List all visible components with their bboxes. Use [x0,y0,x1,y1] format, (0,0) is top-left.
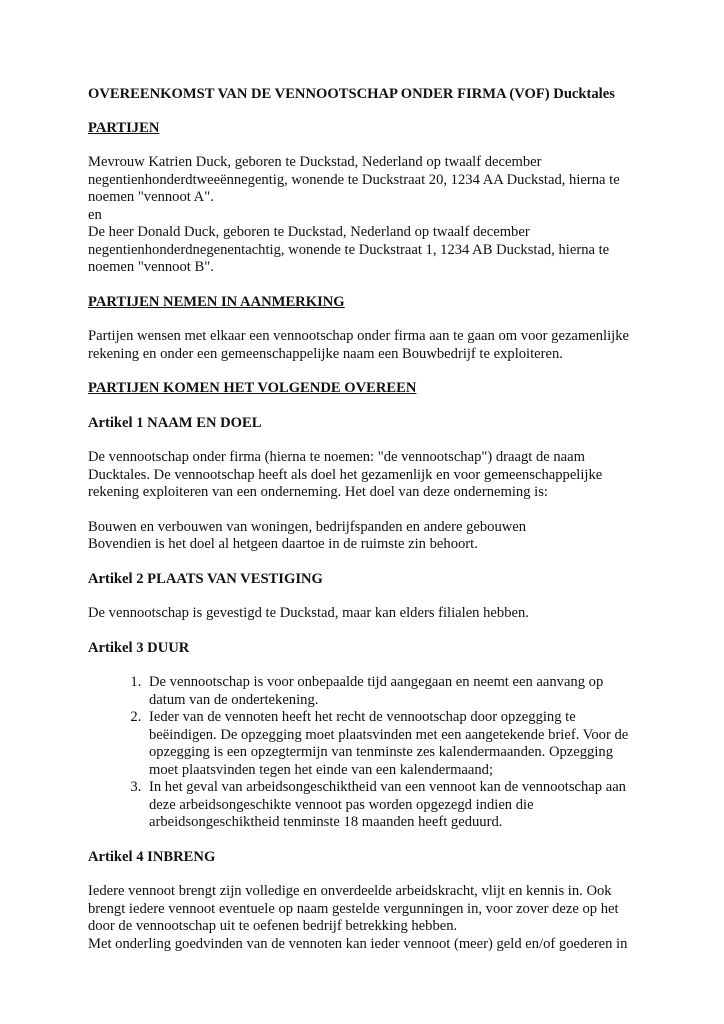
document-page [88,86,648,970]
artikel-4-line: brengt iedere vennoot eventuele op naam gestelde vergunningen in, voor zover deze op het [88,900,619,917]
artikel-2-heading: Artikel 2 PLAATS VAN VESTIGING [88,570,323,587]
list-item-line: opzegging is een opzegtermijn van tenminste zes kalendermaanden. Opzegging [149,744,613,760]
party-a-line: noemen "vennoot A". [88,189,214,205]
party-b-line: noemen "vennoot B". [88,259,214,275]
aanmerking-heading: PARTIJEN NEMEN IN AANMERKING [88,293,345,310]
aanmerking-line: rekening en onder een gemeenschappelijke naam een Bouwbedrijf te exploiteren. [88,345,563,362]
party-a-line: Mevrouw Katrien Duck, geboren te Duckstad, Nederland op twaalf december [88,154,542,170]
artikel-1-heading: Artikel 1 NAAM EN DOEL [88,414,262,431]
artikel-1-doel-line: Bouwen en verbouwen van woningen, bedrijfspanden en andere gebouwen [88,518,527,535]
party-b-line: negentienhonderdnegenentachtig, wonende te Duckstraat 1, 1234 AB Duckstad, hierna te [88,241,610,258]
party-connector: en [88,206,102,223]
party-b-line: De heer Donald Duck, geboren te Duckstad, Nederland op twaalf december [88,224,530,240]
artikel-1-doel-paragraph [88,519,648,554]
aanmerking-paragraph [88,328,648,363]
list-item-line: 3. In het geval van arbeidsongeschiktheid van een vennoot kan de vennootschap aan [149,779,626,795]
list-item-line: arbeidsongeschiktheid tenminste 18 maanden heeft geduurd. [149,814,503,830]
overeen-heading: PARTIJEN KOMEN HET VOLGENDE OVEREEN [88,380,417,396]
aanmerking-line: Partijen wensen met elkaar een vennootschap onder firma aan te gaan om voor gezamenlijke [88,328,629,344]
partijen-heading: PARTIJEN [88,119,160,136]
artikel-2-paragraph [88,605,648,623]
list-item [145,779,648,832]
list-item-line: moet plaatsvinden tegen het einde van een kalendermaand; [149,761,494,778]
artikel-4-line: Met onderling goedvinden van de vennoten kan ieder vennoot (meer) geld en/of goederen in [88,935,628,952]
partijen-paragraph [88,154,648,277]
artikel-3-list [88,674,648,832]
list-item-line: deze arbeidsongeschikte vennoot pas worden opgezegd indien die [149,796,534,813]
artikel-4-line: door de vennootschap uit te oefenen bedrijf betrekking hebben. [88,918,458,934]
artikel-1-doel-line: Bovendien is het doel al hetgeen daartoe in de ruimste zin behoort. [88,536,478,552]
artikel-1-line: rekening exploiteren van een onderneming. Het doel van deze onderneming is: [88,484,548,500]
artikel-1-line: Ducktales. De vennootschap heeft als doel het gezamenlijk en voor gemeenschappelijke [88,466,603,483]
party-a-line: negentienhonderdtweeënnegentig, wonende te Duckstraat 20, 1234 AA Duckstad, hierna te [88,171,620,188]
list-item [145,709,648,779]
document-title: OVEREENKOMST VAN DE VENNOOTSCHAP ONDER FIRMA (VOF) Ducktales [88,86,615,102]
artikel-4-line: Iedere vennoot brengt zijn volledige en onverdeelde arbeidskracht, vlijt en kennis in. Ook [88,883,612,899]
artikel-2-line: De vennootschap is gevestigd te Duckstad, maar kan elders filialen hebben. [88,605,529,621]
list-item-line: 1. De vennootschap is voor onbepaalde tijd aangegaan en neemt een aanvang op [149,674,604,690]
artikel-1-line: De vennootschap onder firma (hierna te noemen: "de vennootschap") draagt de naam [88,449,585,465]
artikel-1-paragraph [88,449,648,502]
list-item-line: beëindigen. De opzegging moet plaatsvinden met een aangetekende brief. Voor de [149,726,629,743]
artikel-4-heading: Artikel 4 INBRENG [88,848,216,865]
list-item-line: 2. Ieder van de vennoten heeft het recht de vennootschap door opzegging te [149,709,576,725]
list-item [145,674,648,709]
artikel-3-heading: Artikel 3 DUUR [88,639,190,656]
artikel-4-paragraph [88,883,648,953]
list-item-line: datum van de ondertekening. [149,691,319,708]
